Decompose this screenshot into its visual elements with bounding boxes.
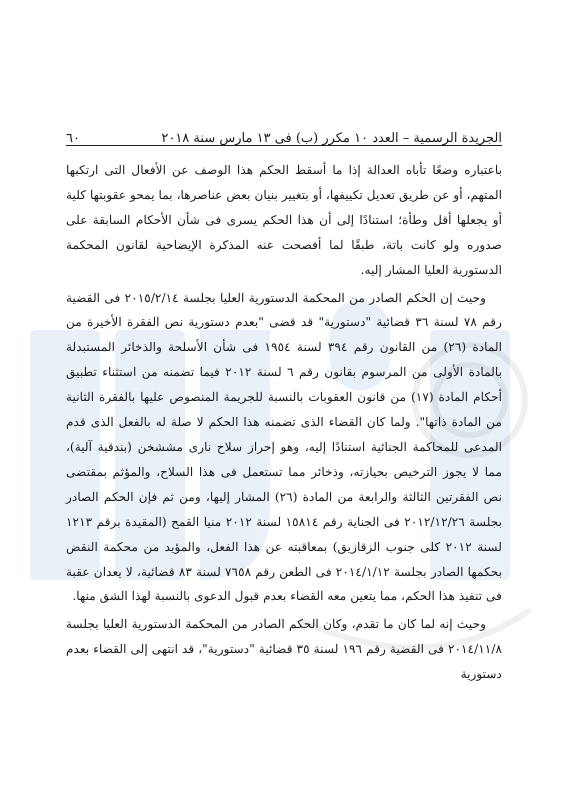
issue-line: الجريدة الرسمية – العدد ١٠ مكرر (ب) فى ١٣ مارس سنة ٢٠١٨ bbox=[161, 131, 502, 146]
paragraph: باعتباره وضعًا تأباه العدالة إذا ما أسقط الحكم هذا الوصف عن الأفعال التى ارتكبها المتهم، أو عن طريق تعديل تكييفها، أو بتغيير بنيان بعض عناصرها، بما يمحو عقوبتها كلية أو يجعلها أقل وطأة؛ استنادًا إلى أن هذا الحكم يسرى فى شأن الأحكام السابقة على صدوره ولو كانت باتة، طبقًا لما أفصحت عنه المذكرة الإيضاحية لقانون المحكمة الدستورية العليا المشار إليه. bbox=[66, 163, 502, 277]
page-header bbox=[66, 123, 502, 145]
paragraph: وحيث إن الحكم الصادر من المحكمة الدستورية العليا بجلسة ٢٠١٥/٢/١٤ فى القضية رقم ٧٨ لسنة ٣٦ قضائية "دستورية" قد قضى "بعدم دستورية نص الفقرة الأخيرة من المادة (٢٦) من القانون رقم ٣٩٤ لسنة ١٩٥٤ فى شأن الأسلحة والذخائر المستبدلة بالمادة الأولى من المرسوم بقانون رقم ٦ لسنة ٢٠١٢ فيما تضمنه من استثناء تطبيق أحكام المادة (١٧) من قانون العقوبات بالنسبة للجريمة المنصوص عليها بالفقرة الثانية من المادة ذاتها". ولما كان القضاء الذى تضمنه هذا الحكم لا صلة له بالفعل الذى قدم المدعى للمحاكمة الجنائية استنادًا إليه، وهو إحراز سلاح نارى مششخن (بندقية آلية)، مما لا يجوز الترخيص بحيازته، وذخائر مما تستعمل فى هذا السلاح، والمؤثم بمقتضى نص الفقرتين الثالثة والرابعة من المادة (٢٦) المشار إليها، ومن ثم فإن الحكم الصادر بجلسة ٢٠١٢/١٢/٢٦ فى الجناية رقم ١٥٨١٤ لسنة ٢٠١٢ منيا القمح (المقيدة برقم ١٢١٣ لسنة ٢٠١٢ كلى جنوب الزقازيق) بمعاقبته عن هذا الفعل، والمؤيد من محكمة النقض بحكمها الصادر بجلسة ٢٠١٤/١/١٢ فى الطعن رقم ٧٦٥٨ لسنة ٨٣ قضائية، لا يعدان عقبة فى تنفيذ هذا الحكم، مما يتعين معه القضاء بعدم قبول الدعوى بالنسبة لهذا الشق منها. bbox=[66, 290, 503, 604]
document-body bbox=[66, 158, 502, 687]
header-divider bbox=[66, 145, 502, 146]
page-number: ٦٠ bbox=[66, 131, 80, 146]
paragraph: وحيث إنه لما كان ما تقدم، وكان الحكم الصادر من المحكمة الدستورية العليا بجلسة ٢٠١٤/١١/٨ فى القضية رقم ١٩٦ لسنة ٣٥ قضائية "دستورية"، قد انتهى إلى القضاء بعدم دستورية bbox=[66, 617, 502, 682]
